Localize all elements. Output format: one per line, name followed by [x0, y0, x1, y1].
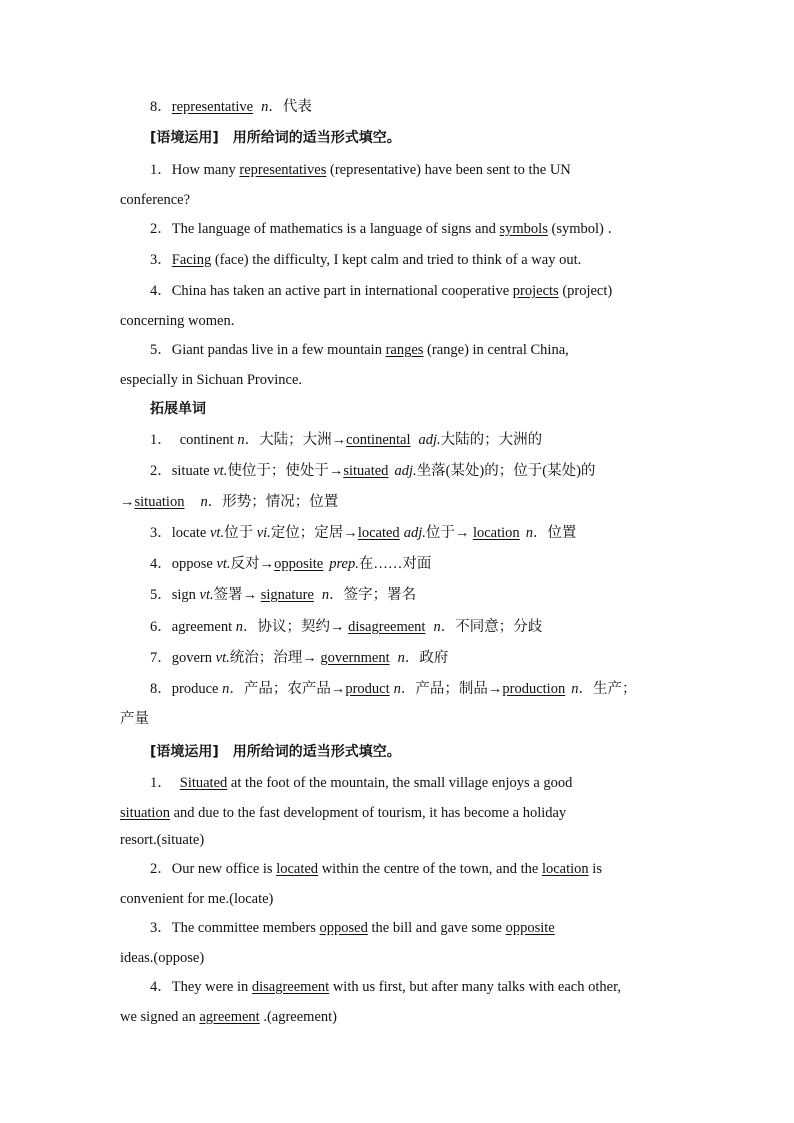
exercise-b1-line-2: [120, 803, 566, 823]
exercise-b2-line-1: [150, 859, 602, 879]
word-item-3: [150, 523, 576, 543]
item-number: 1．: [150, 432, 172, 448]
answer-blank: situated: [343, 463, 389, 479]
definition: 使位于；使处于→: [227, 463, 344, 479]
answer-blank: disagreement: [251, 979, 330, 995]
section-heading-context-use-2: [语境运用] 用所给词的适当形式填空。: [150, 744, 401, 760]
definition: ．协议；契约→: [243, 619, 349, 635]
sentence-text: .(agreement): [259, 1009, 338, 1025]
sentence-text: (range) in central China,: [423, 342, 569, 358]
item-number: 1．: [150, 162, 172, 178]
sentence-text: Giant pandas live in a few mountain: [171, 342, 386, 358]
part-of-speech: n: [222, 681, 230, 697]
answer-blank: located: [357, 525, 400, 541]
part-of-speech: n: [433, 619, 441, 635]
part-of-speech: n: [261, 99, 269, 115]
word: locate: [171, 525, 210, 541]
sentence-text: the bill and gave some: [367, 920, 506, 936]
part-of-speech: adj.: [403, 525, 426, 541]
word-item-4: [150, 554, 431, 574]
sentence-text: They were in: [171, 979, 252, 995]
definition: 统治；治理→: [229, 650, 321, 666]
answer-blank: Facing: [171, 252, 212, 268]
item-number: 3．: [150, 525, 172, 541]
part-of-speech: adj.: [394, 463, 417, 479]
sentence-text: (face) the difficulty, I kept calm and tried to think of a way out.: [211, 252, 582, 268]
word-item-2-line-2: [120, 492, 338, 512]
sentence-text: The committee members: [171, 920, 320, 936]
part-of-speech: vt.: [216, 556, 231, 572]
part-of-speech: prep.: [329, 556, 359, 572]
definition: 位于: [224, 525, 257, 541]
section-heading-word-extension: 拓展单词: [150, 401, 206, 417]
answer-blank: symbols: [499, 221, 548, 237]
item-number: 7．: [150, 650, 172, 666]
definition: 在……对面: [358, 556, 432, 572]
definition: ．产品；制品→: [400, 681, 503, 697]
item-number: 4．: [150, 979, 172, 995]
definition: ．签字；署名: [329, 587, 417, 603]
part-of-speech: n: [321, 587, 330, 603]
definition: 签署→: [213, 587, 261, 603]
sentence-text: Our new office is: [171, 861, 277, 877]
part-of-speech: vt.: [210, 525, 225, 541]
word-item-1: [150, 430, 542, 450]
answer-blank: opposite: [274, 556, 324, 572]
exercise-3: [150, 250, 581, 270]
item-number: 2．: [150, 861, 172, 877]
word-item-8-line-1: [150, 679, 636, 699]
sentence-text: How many: [171, 162, 240, 178]
item-number: 2．: [150, 463, 172, 479]
answer-blank: representatives: [239, 162, 327, 178]
definition: ．大陆；大洲→: [244, 432, 347, 448]
answer-blank: opposed: [319, 920, 368, 936]
definition: 定位；定居→: [270, 525, 358, 541]
word: produce: [171, 681, 223, 697]
definition: 位于→: [425, 525, 473, 541]
item-number: 5．: [150, 342, 172, 358]
item-number: 8．: [150, 681, 172, 697]
definition: ．生产；: [578, 681, 637, 697]
part-of-speech: vt.: [199, 587, 214, 603]
part-of-speech: n: [525, 525, 533, 541]
answer-blank: agreement: [199, 1009, 260, 1025]
exercise-b2-line-2: convenient for me.(locate): [120, 891, 274, 907]
answer-blank: situation: [120, 805, 170, 821]
definition: 坐落(某处)的；位于(某处)的: [416, 463, 596, 479]
exercise-5-line-1: [150, 340, 569, 360]
part-of-speech: n: [397, 650, 405, 666]
word-item-8-line-2: 产量: [120, 711, 149, 727]
item-number: 4．: [150, 556, 172, 572]
answer-blank: Situated: [179, 775, 228, 791]
definition: 反对→: [230, 556, 275, 572]
answer-blank: situation: [134, 494, 185, 510]
definition: ．形势；情况；位置: [207, 494, 339, 510]
item-number: 1．: [150, 775, 172, 791]
answer-blank: location: [541, 861, 589, 877]
part-of-speech: vt.: [213, 463, 228, 479]
item-number: 5．: [150, 587, 172, 603]
sentence-text: (project): [558, 283, 613, 299]
exercise-1-line-2: conference?: [120, 192, 191, 208]
word-item-7: [150, 648, 448, 668]
part-of-speech: n: [235, 619, 244, 635]
answer-blank: signature: [260, 587, 314, 603]
answer-blank: product: [345, 681, 390, 697]
word-item-5: [150, 585, 416, 605]
exercise-5-line-2: especially in Sichuan Province.: [120, 372, 303, 388]
part-of-speech: vi.: [256, 525, 271, 541]
part-of-speech: n: [393, 681, 401, 697]
word: continent: [179, 432, 238, 448]
item-number: 4．: [150, 283, 172, 299]
exercise-b1-line-1: [150, 773, 572, 793]
section-heading-context-use: [语境运用] 用所给词的适当形式填空。: [150, 130, 401, 146]
definition: 大陆的；大洲的: [440, 432, 543, 448]
word-item-6: [150, 617, 542, 637]
definition: ．政府: [404, 650, 449, 666]
word-item-2-line-1: [150, 461, 595, 481]
sentence-text: at the foot of the mountain, the small village enjoys a good: [227, 775, 573, 791]
sentence-text: is: [588, 861, 602, 877]
word: agreement: [171, 619, 236, 635]
exercise-b1-line-3: resort.(situate): [120, 832, 205, 848]
sentence-text: (symbol) ．: [547, 221, 622, 237]
definition: ．位置: [532, 525, 577, 541]
exercise-4-line-2: concerning women.: [120, 313, 235, 329]
exercise-b4-line-1: [150, 977, 621, 997]
exercise-4-line-1: [150, 281, 612, 301]
item-number: 3．: [150, 920, 172, 936]
sentence-text: The language of mathematics is a language of signs and: [171, 221, 500, 237]
exercise-b4-line-2: [120, 1007, 337, 1027]
definition: ．产品；农产品→: [229, 681, 346, 697]
item-number: 6．: [150, 619, 172, 635]
sentence-text: we signed an: [120, 1009, 200, 1025]
vocab-item-8: [150, 97, 312, 117]
exercise-1-line-1: [150, 160, 571, 180]
answer-blank: production: [502, 681, 566, 697]
sentence-text: (representative) have been sent to the UN: [326, 162, 571, 178]
answer-blank: ranges: [385, 342, 424, 358]
answer-blank: disagreement: [348, 619, 426, 635]
part-of-speech: vt.: [215, 650, 230, 666]
answer-blank: opposite: [505, 920, 555, 936]
part-of-speech: n: [237, 432, 245, 448]
sentence-text: and due to the fast development of tourism, it has become a holiday: [169, 805, 567, 821]
exercise-b3-line-2: ideas.(oppose): [120, 950, 205, 966]
word: sign: [171, 587, 200, 603]
exercise-b3-line-1: [150, 918, 555, 938]
sentence-text: within the centre of the town, and the: [318, 861, 542, 877]
item-number: 8．: [150, 99, 172, 115]
answer-blank: government: [320, 650, 390, 666]
sentence-text: with us first, but after many talks with each other,: [329, 979, 621, 995]
answer-blank: located: [276, 861, 319, 877]
word: oppose: [171, 556, 217, 572]
part-of-speech: adj.: [418, 432, 441, 448]
item-number: 3．: [150, 252, 172, 268]
item-number: 2．: [150, 221, 172, 237]
part-of-speech: n: [200, 494, 208, 510]
arrow: →: [120, 494, 135, 510]
definition: ．代表: [268, 99, 312, 115]
answer-blank: location: [472, 525, 520, 541]
word: govern: [171, 650, 216, 666]
exercise-2: [150, 219, 622, 239]
word: situate: [171, 463, 214, 479]
part-of-speech: n: [571, 681, 579, 697]
sentence-text: China has taken an active part in international cooperative: [171, 283, 513, 299]
answer-blank: projects: [512, 283, 559, 299]
definition: ．不同意；分歧: [440, 619, 543, 635]
answer-blank: representative: [171, 99, 254, 115]
answer-blank: continental: [346, 432, 411, 448]
